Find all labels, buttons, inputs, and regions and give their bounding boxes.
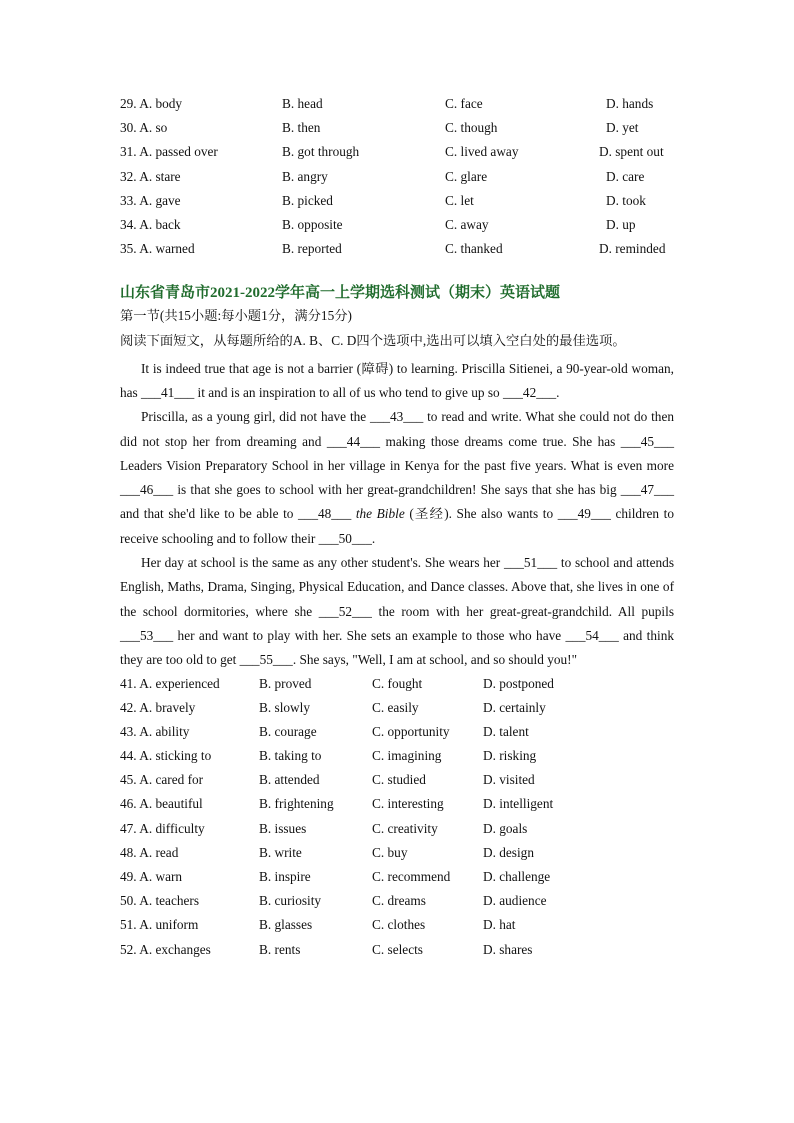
question-row <box>120 940 674 964</box>
option-c: C. imagining <box>372 748 442 764</box>
option-c: C. opportunity <box>372 723 450 739</box>
passage-paragraph-2-text-b: (圣经). She also wants to ___49___ children to receive schooling and to follow their ___50___. <box>120 506 674 546</box>
passage-paragraph-2 <box>120 405 674 551</box>
question-row <box>120 191 674 215</box>
question-row <box>120 118 674 142</box>
passage-paragraph-2-text-a: Priscilla, as a young girl, did not have the ___43___ to read and write. What she could not do then did not stop her from dreaming and ___44___ making those dreams come true. She has ___45___ Leaders Vision Preparatory School in her village in Kenya for the past five years. What is even more ___46___ is that she goes to school with her great-grandchildren! She says that she has big ___47___ and that she'd like to be able to ___48___ <box>120 409 674 522</box>
option-c: C. lived away <box>445 144 519 160</box>
option-d: D. intelligent <box>483 796 554 812</box>
option-b: B. then <box>282 120 321 136</box>
question-row <box>120 722 674 746</box>
option-d: D. audience <box>483 893 547 909</box>
question-row <box>120 819 674 843</box>
question-row <box>120 915 674 939</box>
option-b: B. reported <box>282 241 342 257</box>
option-a: 52. A. exchanges <box>120 941 211 957</box>
options-set-29-35 <box>120 94 674 263</box>
passage-paragraph-1: It is indeed true that age is not a barrier (障碍) to learning. Priscilla Sitienei, a 90-year-old woman, has ___41___ it and is an inspiration to all of us who tend to give up so ___42___. <box>120 360 674 400</box>
option-d: D. up <box>606 216 636 232</box>
option-c: C. let <box>445 192 474 208</box>
option-c: C. glare <box>445 168 488 184</box>
question-row <box>120 770 674 794</box>
option-b: B. picked <box>282 192 333 208</box>
option-d: D. challenge <box>483 869 551 885</box>
question-row <box>120 674 674 698</box>
option-b: B. angry <box>282 168 328 184</box>
option-b: B. slowly <box>259 699 310 715</box>
bible-title: the Bible <box>355 506 405 522</box>
option-d: D. certainly <box>483 699 546 715</box>
option-b: B. issues <box>259 820 307 836</box>
option-d: D. talent <box>483 723 529 739</box>
question-row <box>120 698 674 722</box>
option-b: B. glasses <box>259 917 313 933</box>
option-b: B. curiosity <box>259 893 322 909</box>
question-row <box>120 94 674 118</box>
option-d: D. care <box>606 168 645 184</box>
option-a: 44. A. sticking to <box>120 748 212 764</box>
option-a: 43. A. ability <box>120 723 190 739</box>
option-a: 47. A. difficulty <box>120 820 205 836</box>
option-d: D. design <box>483 844 534 860</box>
option-c: C. creativity <box>372 820 438 836</box>
option-c: C. away <box>445 216 489 232</box>
option-a: 46. A. beautiful <box>120 796 203 812</box>
option-b: B. opposite <box>282 216 343 232</box>
option-a: 31. A. passed over <box>120 144 218 160</box>
document-page <box>120 94 674 964</box>
option-d: D. risking <box>483 748 537 764</box>
exam-heading: 山东省青岛市2021-2022学年高一上学期选科测试（期末）英语试题 <box>120 285 560 302</box>
option-a: 33. A. gave <box>120 192 181 208</box>
option-c: C. thanked <box>445 241 503 257</box>
option-c: C. clothes <box>372 917 426 933</box>
section-title: 第一节(共15小题:每小题1分，满分15分) <box>120 308 352 324</box>
question-row <box>120 167 674 191</box>
option-b: B. attended <box>259 772 320 788</box>
question-row <box>120 794 674 818</box>
option-b: B. frightening <box>259 796 334 812</box>
option-a: 51. A. uniform <box>120 917 199 933</box>
option-c: C. interesting <box>372 796 444 812</box>
option-d: D. goals <box>483 820 528 836</box>
question-row <box>120 215 674 239</box>
option-a: 50. A. teachers <box>120 893 200 909</box>
option-d: D. hat <box>483 917 516 933</box>
option-c: C. recommend <box>372 869 451 885</box>
option-c: C. selects <box>372 941 423 957</box>
option-c: C. fought <box>372 675 423 691</box>
option-b: B. inspire <box>259 869 311 885</box>
question-row <box>120 867 674 891</box>
option-c: C. buy <box>372 844 408 860</box>
option-d: D. yet <box>606 120 639 136</box>
option-d: D. postponed <box>483 675 554 691</box>
option-c: C. dreams <box>372 893 426 909</box>
option-b: B. head <box>282 96 323 111</box>
passage-paragraph-3: Her day at school is the same as any other student's. She wears her ___51___ to school and attends English, Maths, Drama, Singing, Physical Education, and Dance classes. Above that, she lives in one of the school dormitories, where she ___52___ the room with her great-great-grandchild. All pupils ___53___ her and want to play with her. She sets an example to those who have ___54___ and think they are too old to get ___55___. She says, "Well, I am at school, and so should you!" <box>120 555 674 668</box>
option-a: 30. A. so <box>120 120 168 136</box>
instruction-text: 阅读下面短文，从每题所给的A. B、C. D四个选项中,选出可以填入空白处的最佳选项。 <box>120 332 626 348</box>
question-row <box>120 746 674 770</box>
option-d: D. reminded <box>599 241 666 257</box>
option-c: C. though <box>445 120 498 136</box>
option-a: 34. A. back <box>120 216 181 232</box>
option-d: D. spent out <box>599 144 664 160</box>
option-d: D. hands <box>606 96 654 111</box>
question-row <box>120 142 674 166</box>
option-d: D. visited <box>483 772 535 788</box>
option-b: B. proved <box>259 675 312 691</box>
option-a: 49. A. warn <box>120 869 183 885</box>
question-row <box>120 891 674 915</box>
option-a: 35. A. warned <box>120 241 195 257</box>
question-row <box>120 843 674 867</box>
option-c: C. studied <box>372 772 426 788</box>
option-b: B. rents <box>259 941 301 957</box>
option-a: 29. A. body <box>120 96 183 111</box>
option-b: B. courage <box>259 723 317 739</box>
option-a: 42. A. bravely <box>120 699 196 715</box>
option-b: B. write <box>259 844 302 860</box>
option-b: B. got through <box>282 144 360 160</box>
options-set-41-52 <box>120 674 674 964</box>
option-a: 32. A. stare <box>120 168 181 184</box>
option-b: B. taking to <box>259 748 322 764</box>
option-d: D. shares <box>483 941 533 957</box>
option-c: C. easily <box>372 699 419 715</box>
question-row <box>120 239 674 263</box>
option-c: C. face <box>445 96 483 111</box>
option-a: 45. A. cared for <box>120 772 204 788</box>
option-d: D. took <box>606 192 646 208</box>
option-a: 48. A. read <box>120 844 179 860</box>
option-a: 41. A. experienced <box>120 675 220 691</box>
